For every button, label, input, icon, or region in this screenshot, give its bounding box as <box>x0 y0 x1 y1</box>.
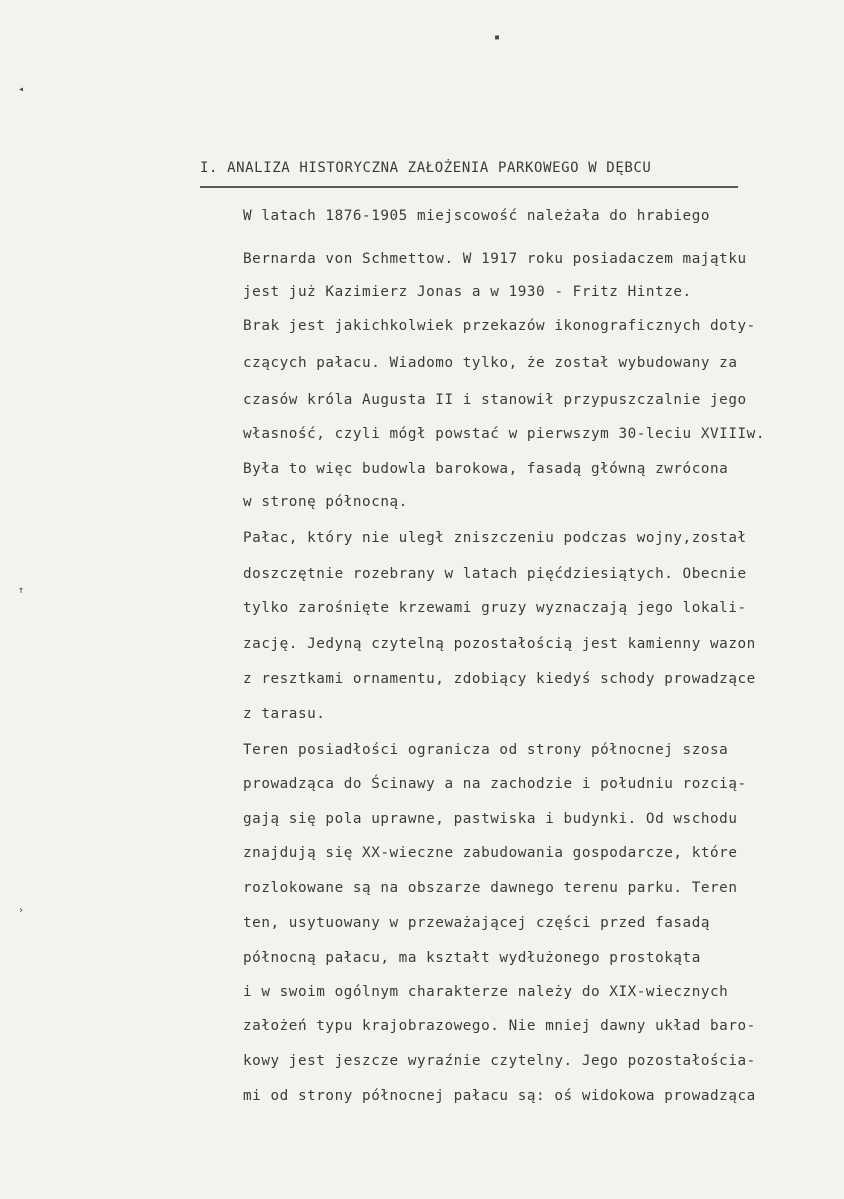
text-line: znajdują się XX-wieczne zabudowania gospodarcze, które <box>243 845 738 861</box>
text-line: W latach 1876-1905 miejscowość należała do hrabiego <box>243 208 711 224</box>
text-line: w stronę północną. <box>243 494 408 510</box>
text-line: tylko zarośnięte krzewami gruzy wyznaczają jego lokali- <box>243 600 747 616</box>
text-line: Brak jest jakichkolwiek przekazów ikonograficznych doty- <box>243 318 756 334</box>
text-line: kowy jest jeszcze wyraźnie czytelny. Jego pozostałościa- <box>243 1053 756 1069</box>
paper-speck: ▪ <box>494 32 501 43</box>
text-line: Pałac, który nie uległ zniszczeniu podczas wojny,został <box>243 530 747 546</box>
text-line: ten, usytuowany w przeważającej części przed fasadą <box>243 915 711 931</box>
margin-mark: ↑ <box>18 585 25 596</box>
section-heading: I. ANALIZA HISTORYCZNA ZAŁOŻENIA PARKOWEGO W DĘBCU <box>200 160 652 176</box>
heading-underline <box>200 186 738 188</box>
text-line: czących pałacu. Wiadomo tylko, że został wybudowany za <box>243 355 738 371</box>
text-line: prowadząca do Ścinawy a na zachodzie i południu rozcią- <box>243 776 747 792</box>
text-line: rozlokowane są na obszarze dawnego terenu parku. Teren <box>243 880 738 896</box>
text-line: gają się pola uprawne, pastwiska i budynki. Od wschodu <box>243 811 738 827</box>
text-line: Teren posiadłości ogranicza od strony północnej szosa <box>243 742 729 758</box>
text-line: doszczętnie rozebrany w latach pięćdziesiątych. Obecnie <box>243 566 747 582</box>
text-line: własność, czyli mógł powstać w pierwszym 30-leciu XVIIIw. <box>243 426 765 442</box>
text-line: założeń typu krajobrazowego. Nie mniej dawny układ baro- <box>243 1018 756 1034</box>
text-line: czasów króla Augusta II i stanowił przypuszczalnie jego <box>243 392 747 408</box>
text-line: Bernarda von Schmettow. W 1917 roku posiadaczem majątku <box>243 251 747 267</box>
text-line: z tarasu. <box>243 706 326 722</box>
text-line: północną pałacu, ma kształt wydłużonego prostokąta <box>243 950 701 966</box>
text-line: Była to więc budowla barokowa, fasadą główną zwrócona <box>243 461 729 477</box>
margin-mark: › <box>18 905 25 916</box>
text-line: mi od strony północnej pałacu są: oś widokowa prowadząca <box>243 1088 756 1104</box>
text-line: zację. Jedyną czytelną pozostałością jest kamienny wazon <box>243 636 756 652</box>
text-line: z resztkami ornamentu, zdobiący kiedyś schody prowadzące <box>243 671 756 687</box>
margin-mark: ◂ <box>18 84 25 95</box>
text-line: i w swoim ogólnym charakterze należy do XIX-wiecznych <box>243 984 729 1000</box>
text-line: jest już Kazimierz Jonas a w 1930 - Fritz Hintze. <box>243 284 692 300</box>
